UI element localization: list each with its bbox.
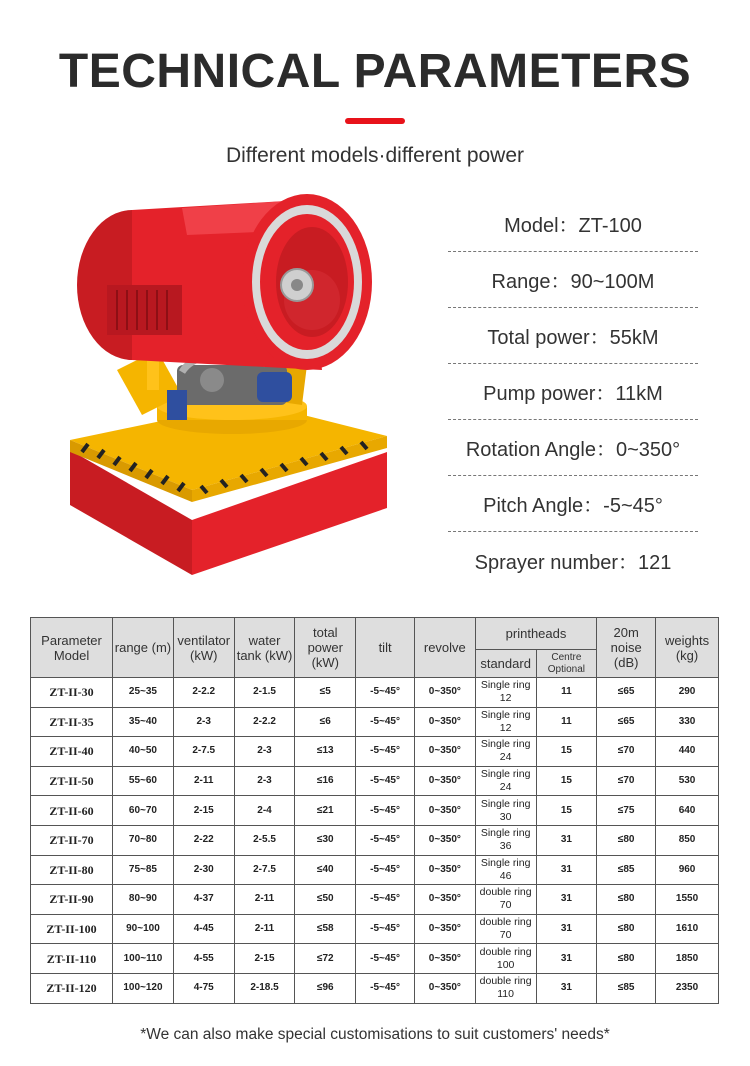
cell-revolve: 0~350°: [414, 855, 475, 885]
spec-list: [448, 196, 698, 588]
cell-total-power: ≤6: [295, 707, 356, 737]
header-standard: standard: [475, 650, 536, 678]
spec-model: Model：ZT-100: [448, 196, 698, 252]
table-row: [31, 885, 719, 915]
cell-ventilator: 2-3: [173, 707, 234, 737]
cell-range: 60~70: [113, 796, 174, 826]
cell-ventilator: 4-37: [173, 885, 234, 915]
cell-revolve: 0~350°: [414, 678, 475, 708]
cell-model: ZT-II-110: [31, 944, 113, 974]
cell-water-tank: 2-11: [234, 914, 295, 944]
cell-printheads-standard: Single ring 24: [475, 766, 536, 796]
cell-centre-optional: 31: [536, 914, 597, 944]
cell-tilt: -5~45°: [356, 914, 415, 944]
cell-water-tank: 2-5.5: [234, 825, 295, 855]
cell-weight: 1610: [656, 914, 719, 944]
cell-total-power: ≤13: [295, 737, 356, 767]
title-underline: [345, 118, 405, 124]
page-subtitle: Different models·different power: [225, 144, 525, 167]
cell-revolve: 0~350°: [414, 973, 475, 1003]
cell-range: 100~110: [113, 944, 174, 974]
cell-model: ZT-II-40: [31, 737, 113, 767]
cell-water-tank: 2-7.5: [234, 855, 295, 885]
cell-weight: 850: [656, 825, 719, 855]
cell-range: 80~90: [113, 885, 174, 915]
parameter-table: [30, 617, 719, 1004]
cell-revolve: 0~350°: [414, 737, 475, 767]
cell-water-tank: 2-18.5: [234, 973, 295, 1003]
header-centre-optional: Centre Optional: [536, 650, 597, 678]
cell-water-tank: 2-11: [234, 885, 295, 915]
page-title: TECHNICAL PARAMETERS: [58, 45, 692, 98]
cell-range: 35~40: [113, 707, 174, 737]
table-row: [31, 855, 719, 885]
cell-printheads-standard: double ring 110: [475, 973, 536, 1003]
cell-weight: 290: [656, 678, 719, 708]
cell-tilt: -5~45°: [356, 885, 415, 915]
cell-range: 90~100: [113, 914, 174, 944]
cell-total-power: ≤40: [295, 855, 356, 885]
spec-sprayer-number: Sprayer number：121: [474, 551, 672, 574]
header-range: range (m): [113, 618, 174, 678]
cell-water-tank: 2-3: [234, 737, 295, 767]
cell-water-tank: 2-15: [234, 944, 295, 974]
cell-range: 70~80: [113, 825, 174, 855]
cell-printheads-standard: double ring 100: [475, 944, 536, 974]
cell-noise: ≤70: [597, 737, 656, 767]
cell-range: 75~85: [113, 855, 174, 885]
cell-total-power: ≤21: [295, 796, 356, 826]
cell-ventilator: 2-11: [173, 766, 234, 796]
cell-water-tank: 2-2.2: [234, 707, 295, 737]
header-model: Parameter Model: [31, 618, 113, 678]
cell-total-power: ≤16: [295, 766, 356, 796]
fog-cannon-image: [62, 190, 402, 590]
cell-total-power: ≤96: [295, 973, 356, 1003]
cell-printheads-standard: Single ring 12: [475, 678, 536, 708]
table-row: [31, 678, 719, 708]
parameter-table-body: [31, 678, 719, 1004]
cell-total-power: ≤5: [295, 678, 356, 708]
table-row: [31, 825, 719, 855]
cell-tilt: -5~45°: [356, 737, 415, 767]
cell-range: 25~35: [113, 678, 174, 708]
cell-centre-optional: 31: [536, 885, 597, 915]
cell-noise: ≤85: [597, 973, 656, 1003]
header-ventilator: ventilator (kW): [173, 618, 234, 678]
cell-model: ZT-II-90: [31, 885, 113, 915]
cell-centre-optional: 31: [536, 944, 597, 974]
spec-pitch-angle: Pitch Angle：-5~45°: [448, 476, 698, 532]
cell-total-power: ≤50: [295, 885, 356, 915]
cell-printheads-standard: Single ring 12: [475, 707, 536, 737]
cell-centre-optional: 11: [536, 678, 597, 708]
cell-centre-optional: 31: [536, 855, 597, 885]
cell-model: ZT-II-100: [31, 914, 113, 944]
cell-revolve: 0~350°: [414, 885, 475, 915]
table-row: [31, 707, 719, 737]
cell-model: ZT-II-120: [31, 973, 113, 1003]
cell-total-power: ≤30: [295, 825, 356, 855]
cell-tilt: -5~45°: [356, 707, 415, 737]
cell-printheads-standard: Single ring 36: [475, 825, 536, 855]
table-row: [31, 796, 719, 826]
cell-weight: 960: [656, 855, 719, 885]
header-printheads: printheads: [475, 618, 597, 650]
cell-printheads-standard: Single ring 30: [475, 796, 536, 826]
header-noise: 20m noise (dB): [597, 618, 656, 678]
cell-range: 55~60: [113, 766, 174, 796]
cell-weight: 530: [656, 766, 719, 796]
cell-ventilator: 2-2.2: [173, 678, 234, 708]
spec-total-power: Total power：55kM: [448, 308, 698, 364]
cell-water-tank: 2-1.5: [234, 678, 295, 708]
cell-printheads-standard: double ring 70: [475, 914, 536, 944]
header-water-tank: water tank (kW): [234, 618, 295, 678]
cell-centre-optional: 31: [536, 825, 597, 855]
cell-ventilator: 4-45: [173, 914, 234, 944]
spec-range: Range：90~100M: [448, 252, 698, 308]
cell-centre-optional: 31: [536, 973, 597, 1003]
cell-revolve: 0~350°: [414, 707, 475, 737]
cell-printheads-standard: double ring 70: [475, 885, 536, 915]
cell-printheads-standard: Single ring 24: [475, 737, 536, 767]
cell-model: ZT-II-30: [31, 678, 113, 708]
cell-ventilator: 2-22: [173, 825, 234, 855]
cell-tilt: -5~45°: [356, 825, 415, 855]
cell-noise: ≤85: [597, 855, 656, 885]
cell-noise: ≤80: [597, 944, 656, 974]
header-weights: weights (kg): [656, 618, 719, 678]
cell-centre-optional: 15: [536, 766, 597, 796]
cell-tilt: -5~45°: [356, 766, 415, 796]
cell-total-power: ≤58: [295, 914, 356, 944]
table-row: [31, 973, 719, 1003]
cell-weight: 2350: [656, 973, 719, 1003]
cell-ventilator: 2-7.5: [173, 737, 234, 767]
cell-revolve: 0~350°: [414, 944, 475, 974]
cell-weight: 640: [656, 796, 719, 826]
cell-noise: ≤65: [597, 678, 656, 708]
cell-model: ZT-II-60: [31, 796, 113, 826]
cell-ventilator: 2-30: [173, 855, 234, 885]
table-row: [31, 737, 719, 767]
header-tilt: tilt: [356, 618, 415, 678]
cell-tilt: -5~45°: [356, 944, 415, 974]
cell-revolve: 0~350°: [414, 914, 475, 944]
cell-noise: ≤80: [597, 825, 656, 855]
cell-model: ZT-II-35: [31, 707, 113, 737]
cell-revolve: 0~350°: [414, 796, 475, 826]
cell-tilt: -5~45°: [356, 678, 415, 708]
table-row: [31, 944, 719, 974]
cell-centre-optional: 11: [536, 707, 597, 737]
cell-weight: 1850: [656, 944, 719, 974]
cell-ventilator: 2-15: [173, 796, 234, 826]
cell-ventilator: 4-55: [173, 944, 234, 974]
cell-water-tank: 2-4: [234, 796, 295, 826]
cell-noise: ≤75: [597, 796, 656, 826]
cell-model: ZT-II-50: [31, 766, 113, 796]
cell-weight: 1550: [656, 885, 719, 915]
header-revolve: revolve: [414, 618, 475, 678]
spec-rotation-angle: Rotation Angle：0~350°: [448, 420, 698, 476]
cell-revolve: 0~350°: [414, 825, 475, 855]
cell-noise: ≤80: [597, 914, 656, 944]
cell-tilt: -5~45°: [356, 855, 415, 885]
cell-model: ZT-II-70: [31, 825, 113, 855]
table-row: [31, 914, 719, 944]
cell-total-power: ≤72: [295, 944, 356, 974]
cell-tilt: -5~45°: [356, 973, 415, 1003]
cell-weight: 330: [656, 707, 719, 737]
spec-pump-power: Pump power：11kM: [448, 364, 698, 420]
cell-noise: ≤65: [597, 707, 656, 737]
footer-note: *We can also make special customisations to suit customers' needs*: [140, 1026, 610, 1043]
header-total-power: total power (kW): [295, 618, 356, 678]
cell-centre-optional: 15: [536, 737, 597, 767]
cell-water-tank: 2-3: [234, 766, 295, 796]
cell-tilt: -5~45°: [356, 796, 415, 826]
cell-ventilator: 4-75: [173, 973, 234, 1003]
cell-noise: ≤80: [597, 885, 656, 915]
cell-weight: 440: [656, 737, 719, 767]
cell-centre-optional: 15: [536, 796, 597, 826]
cell-range: 40~50: [113, 737, 174, 767]
cell-noise: ≤70: [597, 766, 656, 796]
cell-revolve: 0~350°: [414, 766, 475, 796]
cell-printheads-standard: Single ring 46: [475, 855, 536, 885]
cell-model: ZT-II-80: [31, 855, 113, 885]
table-row: [31, 766, 719, 796]
cell-range: 100~120: [113, 973, 174, 1003]
